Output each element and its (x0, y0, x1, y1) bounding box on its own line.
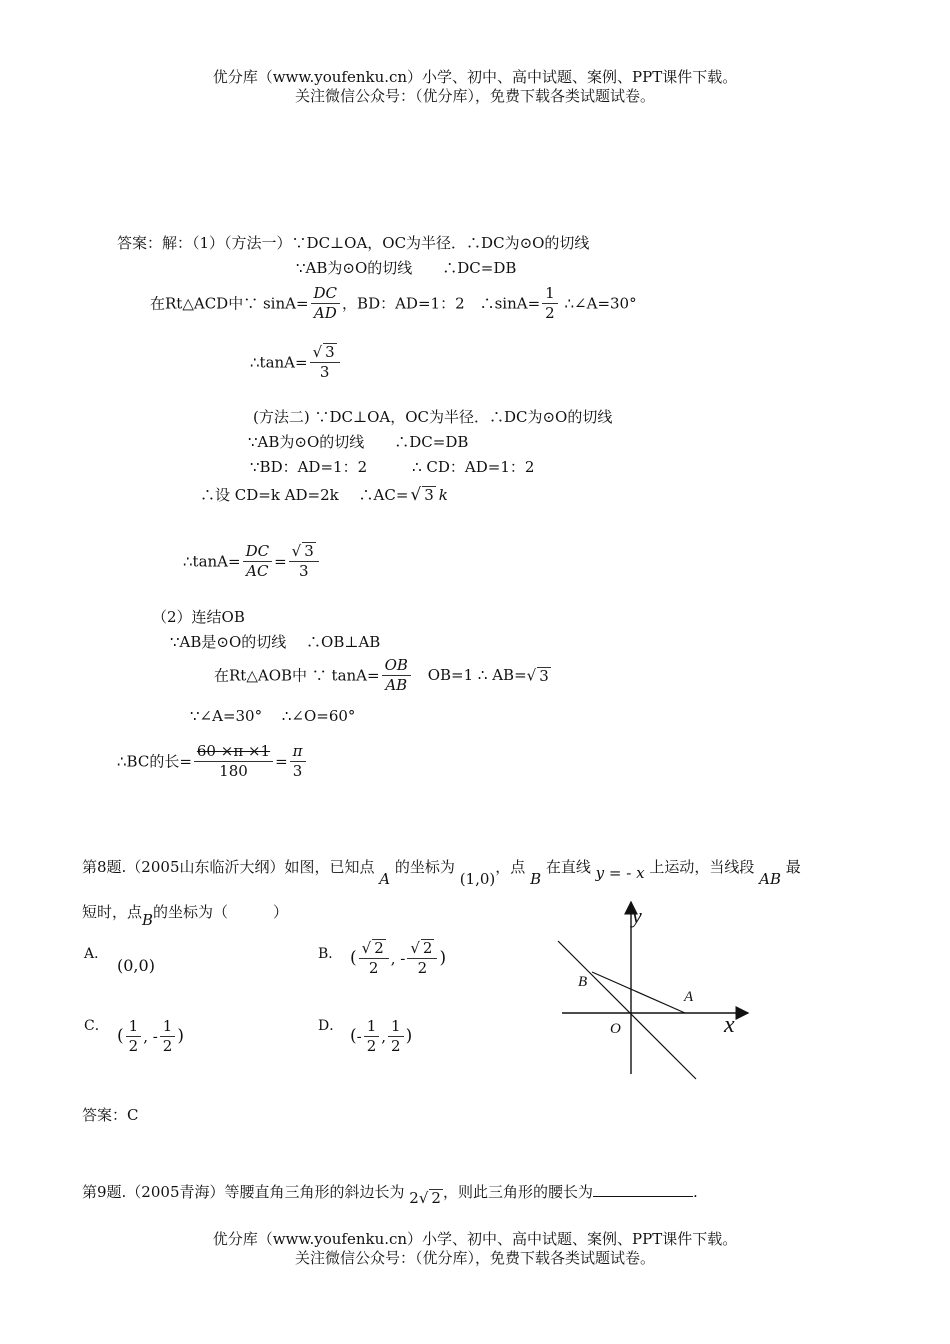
q8-answer: 答案：C (82, 1106, 139, 1124)
frac-den: 3 (298, 561, 309, 580)
option-d-label: D． (318, 1018, 344, 1034)
angle-a-30: ∴∠A=30° (564, 294, 637, 313)
frac-den: 2 (128, 1036, 139, 1055)
paren-close: ) (439, 948, 447, 969)
line-y-neg-x (558, 941, 696, 1079)
line-equation: y = - x (595, 864, 645, 882)
option-a-label: A． (84, 946, 109, 962)
frac-num: 60 ×π ×1 (194, 742, 273, 762)
radical-icon: √ (526, 666, 537, 685)
sqrt-value: 2 (374, 939, 384, 957)
frac-den: 2 (366, 1036, 377, 1055)
option-c-label: C． (84, 1018, 109, 1034)
part2-line4: ∵∠A=30° ∴∠O=60° (190, 707, 356, 725)
radical-icon: √ (361, 939, 372, 957)
point-b-label: B (578, 974, 588, 990)
q9-stem-c: . (692, 1183, 698, 1201)
fraction-1-2 (364, 1017, 380, 1056)
fraction-1-2 (160, 1017, 176, 1056)
equals: = (275, 752, 288, 771)
ac-intro: ∴设 CD=k AD=2k ∴AC= (200, 486, 409, 504)
fraction-1-2 (388, 1017, 404, 1056)
frac-den: AC (246, 561, 269, 580)
q8-stem-f: 最 (785, 858, 801, 876)
frac-den: 180 (219, 761, 248, 780)
frac-num: DC (311, 284, 341, 304)
point-a: A (379, 870, 391, 888)
answer-tan-line2 (183, 542, 321, 581)
paren-open: ( (117, 1026, 124, 1047)
fraction-sqrt2-2 (407, 939, 437, 978)
fraction-sqrt3-3 (289, 542, 319, 581)
sqrt-value: 2 (431, 1189, 441, 1207)
sqrt-value: 3 (539, 666, 549, 685)
frac-den: 2 (417, 958, 428, 977)
answer-method2-line3: ∵BD：AD=1：2 ∴ CD：AD=1：2 (250, 458, 535, 476)
segment-ab-line (592, 972, 685, 1013)
coef: 2 (409, 1189, 419, 1207)
radical-icon: √ (291, 542, 302, 560)
q8-stem-line1 (82, 858, 801, 888)
origin-label: O (610, 1021, 621, 1037)
frac-num: DC (243, 542, 273, 562)
fraction-1-2 (126, 1017, 142, 1056)
footer-line-2: 关注微信公众号：（优分库），免费下载各类试题试卷。 (294, 1249, 655, 1267)
footer-line-1: 优分库（www.youfenku.cn）小学、初中、高中试题、案例、PPT课件下载。 (212, 1230, 738, 1248)
sqrt-value: 2 (422, 939, 433, 957)
option-a-value: (0,0) (117, 956, 155, 975)
frac-num: 1 (126, 1017, 142, 1037)
fraction-dc-ad (311, 284, 341, 323)
frac-num: OB (382, 656, 411, 676)
radical-icon: √ (410, 939, 420, 957)
equals: = (274, 552, 287, 571)
q8-stem-line2 (82, 903, 289, 929)
q8-stem-a: 第8题.（2005山东临沂大纲）如图，已知点 (82, 858, 375, 876)
header-line-1: 优分库（www.youfenku.cn）小学、初中、高中试题、案例、PPT课件下载。 (212, 68, 738, 86)
point-b: B (142, 911, 154, 929)
answer-method2-line1: (方法二) ∵DC⊥OA，OC为半径．∴DC为⊙O的切线 (253, 408, 613, 426)
fraction-dc-ac (243, 542, 273, 581)
q8-stem2-b: 的坐标为（ ） (153, 903, 289, 921)
segment-ab: AB (759, 870, 781, 888)
paren-open: ( (350, 1026, 357, 1047)
coordinate-graph (540, 892, 770, 1092)
ratio-text: ，BD：AD=1：2 ∴sinA= (342, 294, 541, 313)
sqrt-value: 3 (325, 343, 335, 361)
answer-method1-line3 (150, 284, 637, 323)
comma: , (381, 1027, 387, 1046)
option-b-value (350, 939, 446, 978)
frac-den: AD (313, 303, 337, 322)
answer-method2-line2: ∵AB为⊙O的切线 ∴DC=DB (248, 433, 469, 451)
q8-stem-b: 的坐标为 (394, 858, 455, 876)
part2-line2: ∵AB是⊙O的切线 ∴OB⊥AB (170, 633, 381, 651)
frac-den: AB (385, 675, 408, 694)
sqrt-value: 3 (424, 486, 434, 504)
hypotenuse-value (409, 1189, 443, 1207)
q9-stem (82, 1182, 698, 1207)
frac-den: 2 (545, 303, 555, 322)
frac-den: 2 (391, 1036, 401, 1055)
var-k: k (438, 486, 448, 504)
paren-open: ( (350, 948, 357, 969)
tan-intro: 在Rt△AOB中 ∵ tanA= (214, 666, 380, 685)
part2-line1: （2）连结OB (152, 608, 245, 626)
paren-close: ) (405, 1026, 413, 1047)
paren-close: ) (177, 1026, 184, 1047)
minus: - (356, 1027, 362, 1046)
point-a-label: A (684, 989, 694, 1005)
comma-minus: , - (143, 1027, 158, 1046)
bc-label: ∴BC的长= (117, 752, 192, 771)
q8-stem-d: 在直线 (545, 858, 591, 876)
frac-num: π (290, 742, 306, 762)
frac-den: 2 (368, 958, 379, 977)
ob-ab-text: OB=1 ∴ AB= (427, 666, 527, 685)
tan-label: ∴tanA= (183, 552, 241, 571)
radical-icon: √ (410, 485, 422, 505)
frac-num: 1 (388, 1017, 404, 1037)
x-axis-label: x (724, 1012, 735, 1038)
radical-icon: √ (418, 1189, 429, 1207)
coord-a: (1,0) (459, 870, 496, 888)
option-b-label: B． (318, 946, 343, 962)
fraction-sqrt2-2 (359, 939, 389, 978)
answer-blank[interactable] (593, 1182, 693, 1197)
q8-stem-c: ，点 (495, 858, 526, 876)
comma-minus: , - (390, 949, 406, 968)
part2-line3 (214, 656, 551, 695)
sqrt-value: 3 (304, 542, 314, 560)
q8-stem-e: 上运动，当线段 (649, 858, 755, 876)
point-b: B (530, 870, 542, 888)
answer-tan-line1 (250, 343, 342, 382)
frac-num: 1 (160, 1017, 176, 1037)
fraction-ob-ab (382, 656, 411, 695)
q8-stem2-a: 短时，点 (82, 903, 143, 921)
frac-den: 3 (292, 761, 303, 780)
frac-num: 1 (542, 284, 558, 304)
fraction-arc (194, 742, 273, 781)
frac-num: 1 (364, 1017, 380, 1037)
fraction-pi-3 (290, 742, 306, 781)
q9-stem-b: ，则此三角形的腰长为 (442, 1183, 593, 1201)
q9-stem-a: 第9题.（2005青海）等腰直角三角形的斜边长为 (82, 1183, 405, 1201)
sina-intro: 在Rt△ACD中∵ sinA= (150, 294, 309, 313)
frac-den: 2 (162, 1036, 173, 1055)
answer-method1-line1: 答案：解：（1）（方法一）∵DC⊥OA，OC为半径．∴DC为⊙O的切线 (117, 234, 590, 252)
header-line-2: 关注微信公众号：（优分库），免费下载各类试题试卷。 (294, 87, 655, 105)
answer-method1-line2: ∵AB为⊙O的切线 ∴DC=DB (296, 259, 517, 277)
option-d-value (350, 1017, 412, 1056)
option-c-value (117, 1017, 184, 1056)
frac-den: 3 (319, 362, 330, 381)
radical-icon: √ (312, 343, 323, 361)
fraction-one-half (542, 284, 558, 323)
tan-label: ∴tanA= (250, 353, 308, 372)
y-axis-label: y (632, 903, 642, 928)
fraction-sqrt3-3 (310, 343, 340, 382)
answer-method2-line4 (200, 485, 448, 505)
arc-length-line (117, 742, 308, 781)
